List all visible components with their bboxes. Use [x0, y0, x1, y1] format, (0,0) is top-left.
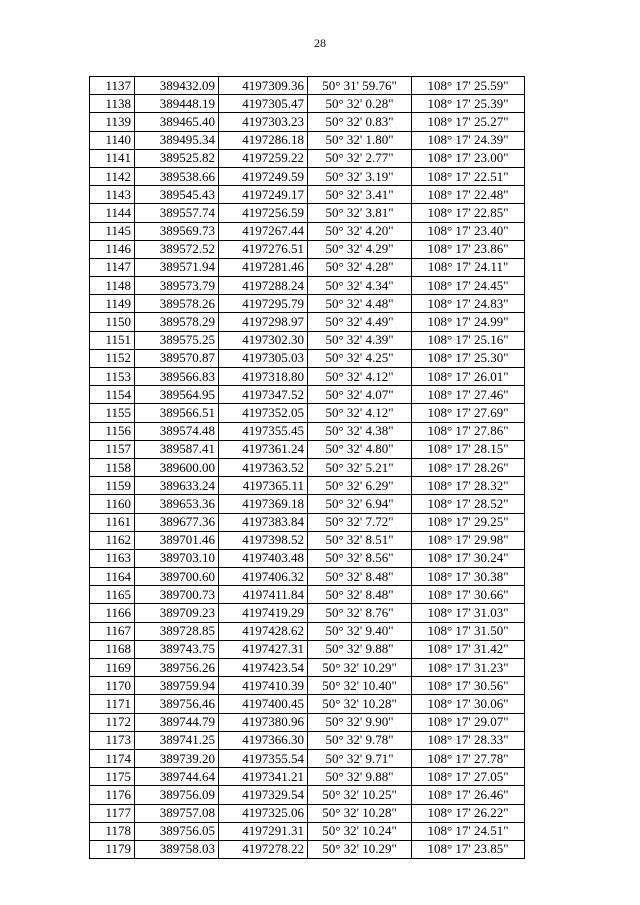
latitude-cell: 50° 32' 3.81" [308, 204, 412, 222]
y-coordinate-cell: 4197303.23 [219, 113, 308, 131]
table-row [90, 77, 525, 95]
x-coordinate-cell: 389573.79 [135, 277, 219, 295]
point-number-cell: 1175 [90, 768, 135, 786]
latitude-cell: 50° 32' 4.39" [308, 331, 412, 349]
x-coordinate-cell: 389578.29 [135, 313, 219, 331]
y-coordinate-cell: 4197355.45 [219, 422, 308, 440]
latitude-cell: 50° 32' 2.77" [308, 149, 412, 167]
point-number-cell: 1174 [90, 749, 135, 767]
y-coordinate-cell: 4197410.39 [219, 677, 308, 695]
longitude-cell: 108° 17' 30.06" [412, 695, 525, 713]
y-coordinate-cell: 4197400.45 [219, 695, 308, 713]
x-coordinate-cell: 389758.03 [135, 840, 219, 858]
table-row [90, 531, 525, 549]
y-coordinate-cell: 4197276.51 [219, 240, 308, 258]
x-coordinate-cell: 389569.73 [135, 222, 219, 240]
x-coordinate-cell: 389700.73 [135, 586, 219, 604]
longitude-cell: 108° 17' 25.59" [412, 77, 525, 95]
latitude-cell: 50° 32' 4.28" [308, 258, 412, 276]
table-row [90, 622, 525, 640]
point-number-cell: 1154 [90, 386, 135, 404]
y-coordinate-cell: 4197427.31 [219, 640, 308, 658]
latitude-cell: 50° 32' 8.48" [308, 586, 412, 604]
point-number-cell: 1141 [90, 149, 135, 167]
table-row [90, 477, 525, 495]
longitude-cell: 108° 17' 25.27" [412, 113, 525, 131]
x-coordinate-cell: 389756.26 [135, 659, 219, 677]
point-number-cell: 1151 [90, 331, 135, 349]
point-number-cell: 1158 [90, 458, 135, 476]
x-coordinate-cell: 389703.10 [135, 549, 219, 567]
longitude-cell: 108° 17' 28.52" [412, 495, 525, 513]
point-number-cell: 1169 [90, 659, 135, 677]
latitude-cell: 50° 32' 9.88" [308, 640, 412, 658]
y-coordinate-cell: 4197411.84 [219, 586, 308, 604]
y-coordinate-cell: 4197325.06 [219, 804, 308, 822]
longitude-cell: 108° 17' 30.56" [412, 677, 525, 695]
point-number-cell: 1167 [90, 622, 135, 640]
longitude-cell: 108° 17' 31.42" [412, 640, 525, 658]
longitude-cell: 108° 17' 27.69" [412, 404, 525, 422]
y-coordinate-cell: 4197366.30 [219, 731, 308, 749]
latitude-cell: 50° 32' 8.51" [308, 531, 412, 549]
coordinates-table-body [90, 77, 525, 859]
x-coordinate-cell: 389538.66 [135, 167, 219, 185]
point-number-cell: 1149 [90, 295, 135, 313]
table-row [90, 713, 525, 731]
y-coordinate-cell: 4197419.29 [219, 604, 308, 622]
latitude-cell: 50° 32' 5.21" [308, 458, 412, 476]
y-coordinate-cell: 4197302.30 [219, 331, 308, 349]
point-number-cell: 1165 [90, 586, 135, 604]
latitude-cell: 50° 32' 8.48" [308, 568, 412, 586]
longitude-cell: 108° 17' 30.24" [412, 549, 525, 567]
point-number-cell: 1146 [90, 240, 135, 258]
table-row [90, 513, 525, 531]
table-row [90, 349, 525, 367]
table-row [90, 659, 525, 677]
x-coordinate-cell: 389525.82 [135, 149, 219, 167]
table-row [90, 313, 525, 331]
point-number-cell: 1171 [90, 695, 135, 713]
latitude-cell: 50° 32' 7.72" [308, 513, 412, 531]
x-coordinate-cell: 389600.00 [135, 458, 219, 476]
y-coordinate-cell: 4197259.22 [219, 149, 308, 167]
x-coordinate-cell: 389575.25 [135, 331, 219, 349]
table-row [90, 149, 525, 167]
table-row [90, 677, 525, 695]
longitude-cell: 108° 17' 24.39" [412, 131, 525, 149]
longitude-cell: 108° 17' 24.51" [412, 822, 525, 840]
latitude-cell: 50° 32' 10.28" [308, 695, 412, 713]
y-coordinate-cell: 4197383.84 [219, 513, 308, 531]
x-coordinate-cell: 389432.09 [135, 77, 219, 95]
table-row [90, 568, 525, 586]
latitude-cell: 50° 32' 9.71" [308, 749, 412, 767]
latitude-cell: 50° 32' 8.56" [308, 549, 412, 567]
latitude-cell: 50° 32' 9.88" [308, 768, 412, 786]
table-row [90, 749, 525, 767]
y-coordinate-cell: 4197347.52 [219, 386, 308, 404]
y-coordinate-cell: 4197249.59 [219, 167, 308, 185]
y-coordinate-cell: 4197355.54 [219, 749, 308, 767]
x-coordinate-cell: 389564.95 [135, 386, 219, 404]
y-coordinate-cell: 4197329.54 [219, 786, 308, 804]
x-coordinate-cell: 389700.60 [135, 568, 219, 586]
x-coordinate-cell: 389728.85 [135, 622, 219, 640]
point-number-cell: 1152 [90, 349, 135, 367]
latitude-cell: 50° 32' 4.12" [308, 368, 412, 386]
point-number-cell: 1142 [90, 167, 135, 185]
longitude-cell: 108° 17' 24.83" [412, 295, 525, 313]
point-number-cell: 1168 [90, 640, 135, 658]
latitude-cell: 50° 31' 59.76" [308, 77, 412, 95]
y-coordinate-cell: 4197281.46 [219, 258, 308, 276]
latitude-cell: 50° 32' 8.76" [308, 604, 412, 622]
x-coordinate-cell: 389633.24 [135, 477, 219, 495]
point-number-cell: 1148 [90, 277, 135, 295]
x-coordinate-cell: 389756.46 [135, 695, 219, 713]
longitude-cell: 108° 17' 29.25" [412, 513, 525, 531]
longitude-cell: 108° 17' 27.46" [412, 386, 525, 404]
table-row [90, 222, 525, 240]
latitude-cell: 50° 32' 4.12" [308, 404, 412, 422]
point-number-cell: 1160 [90, 495, 135, 513]
longitude-cell: 108° 17' 28.26" [412, 458, 525, 476]
longitude-cell: 108° 17' 25.30" [412, 349, 525, 367]
point-number-cell: 1144 [90, 204, 135, 222]
x-coordinate-cell: 389741.25 [135, 731, 219, 749]
x-coordinate-cell: 389677.36 [135, 513, 219, 531]
latitude-cell: 50° 32' 4.49" [308, 313, 412, 331]
x-coordinate-cell: 389587.41 [135, 440, 219, 458]
table-row [90, 258, 525, 276]
page-number: 28 [314, 36, 326, 50]
y-coordinate-cell: 4197380.96 [219, 713, 308, 731]
y-coordinate-cell: 4197363.52 [219, 458, 308, 476]
point-number-cell: 1145 [90, 222, 135, 240]
coordinates-table [89, 76, 525, 859]
latitude-cell: 50° 32' 0.83" [308, 113, 412, 131]
latitude-cell: 50° 32' 10.25" [308, 786, 412, 804]
table-row [90, 331, 525, 349]
table-row [90, 768, 525, 786]
longitude-cell: 108° 17' 29.07" [412, 713, 525, 731]
x-coordinate-cell: 389578.26 [135, 295, 219, 313]
y-coordinate-cell: 4197341.21 [219, 768, 308, 786]
longitude-cell: 108° 17' 24.99" [412, 313, 525, 331]
table-row [90, 440, 525, 458]
x-coordinate-cell: 389545.43 [135, 186, 219, 204]
latitude-cell: 50° 32' 10.24" [308, 822, 412, 840]
longitude-cell: 108° 17' 26.01" [412, 368, 525, 386]
y-coordinate-cell: 4197288.24 [219, 277, 308, 295]
point-number-cell: 1155 [90, 404, 135, 422]
table-row [90, 804, 525, 822]
point-number-cell: 1173 [90, 731, 135, 749]
x-coordinate-cell: 389570.87 [135, 349, 219, 367]
x-coordinate-cell: 389571.94 [135, 258, 219, 276]
y-coordinate-cell: 4197318.80 [219, 368, 308, 386]
x-coordinate-cell: 389566.51 [135, 404, 219, 422]
y-coordinate-cell: 4197267.44 [219, 222, 308, 240]
y-coordinate-cell: 4197249.17 [219, 186, 308, 204]
point-number-cell: 1147 [90, 258, 135, 276]
table-row [90, 495, 525, 513]
latitude-cell: 50° 32' 1.80" [308, 131, 412, 149]
latitude-cell: 50° 32' 3.19" [308, 167, 412, 185]
longitude-cell: 108° 17' 24.11" [412, 258, 525, 276]
y-coordinate-cell: 4197298.97 [219, 313, 308, 331]
y-coordinate-cell: 4197365.11 [219, 477, 308, 495]
latitude-cell: 50° 32' 0.28" [308, 95, 412, 113]
table-row [90, 131, 525, 149]
table-row [90, 240, 525, 258]
longitude-cell: 108° 17' 26.46" [412, 786, 525, 804]
latitude-cell: 50° 32' 10.29" [308, 659, 412, 677]
table-row [90, 186, 525, 204]
point-number-cell: 1139 [90, 113, 135, 131]
table-row [90, 586, 525, 604]
longitude-cell: 108° 17' 30.38" [412, 568, 525, 586]
table-row [90, 386, 525, 404]
table-row [90, 695, 525, 713]
latitude-cell: 50° 32' 4.34" [308, 277, 412, 295]
latitude-cell: 50° 32' 9.90" [308, 713, 412, 731]
x-coordinate-cell: 389495.34 [135, 131, 219, 149]
latitude-cell: 50° 32' 4.07" [308, 386, 412, 404]
latitude-cell: 50° 32' 4.38" [308, 422, 412, 440]
table-row [90, 786, 525, 804]
table-row [90, 422, 525, 440]
longitude-cell: 108° 17' 23.00" [412, 149, 525, 167]
x-coordinate-cell: 389557.74 [135, 204, 219, 222]
x-coordinate-cell: 389701.46 [135, 531, 219, 549]
longitude-cell: 108° 17' 27.05" [412, 768, 525, 786]
longitude-cell: 108° 17' 28.32" [412, 477, 525, 495]
x-coordinate-cell: 389566.83 [135, 368, 219, 386]
x-coordinate-cell: 389709.23 [135, 604, 219, 622]
longitude-cell: 108° 17' 28.33" [412, 731, 525, 749]
longitude-cell: 108° 17' 24.45" [412, 277, 525, 295]
latitude-cell: 50° 32' 6.29" [308, 477, 412, 495]
point-number-cell: 1164 [90, 568, 135, 586]
x-coordinate-cell: 389574.48 [135, 422, 219, 440]
y-coordinate-cell: 4197256.59 [219, 204, 308, 222]
y-coordinate-cell: 4197369.18 [219, 495, 308, 513]
point-number-cell: 1179 [90, 840, 135, 858]
longitude-cell: 108° 17' 27.78" [412, 749, 525, 767]
point-number-cell: 1143 [90, 186, 135, 204]
table-row [90, 113, 525, 131]
longitude-cell: 108° 17' 30.66" [412, 586, 525, 604]
y-coordinate-cell: 4197423.54 [219, 659, 308, 677]
x-coordinate-cell: 389759.94 [135, 677, 219, 695]
longitude-cell: 108° 17' 31.03" [412, 604, 525, 622]
point-number-cell: 1159 [90, 477, 135, 495]
latitude-cell: 50° 32' 10.28" [308, 804, 412, 822]
longitude-cell: 108° 17' 22.48" [412, 186, 525, 204]
x-coordinate-cell: 389756.05 [135, 822, 219, 840]
latitude-cell: 50° 32' 3.41" [308, 186, 412, 204]
point-number-cell: 1138 [90, 95, 135, 113]
y-coordinate-cell: 4197406.32 [219, 568, 308, 586]
latitude-cell: 50° 32' 4.25" [308, 349, 412, 367]
latitude-cell: 50° 32' 10.40" [308, 677, 412, 695]
table-row [90, 404, 525, 422]
point-number-cell: 1172 [90, 713, 135, 731]
point-number-cell: 1176 [90, 786, 135, 804]
longitude-cell: 108° 17' 26.22" [412, 804, 525, 822]
longitude-cell: 108° 17' 23.86" [412, 240, 525, 258]
point-number-cell: 1170 [90, 677, 135, 695]
longitude-cell: 108° 17' 31.50" [412, 622, 525, 640]
latitude-cell: 50° 32' 4.48" [308, 295, 412, 313]
y-coordinate-cell: 4197305.47 [219, 95, 308, 113]
longitude-cell: 108° 17' 31.23" [412, 659, 525, 677]
x-coordinate-cell: 389739.20 [135, 749, 219, 767]
point-number-cell: 1177 [90, 804, 135, 822]
x-coordinate-cell: 389744.64 [135, 768, 219, 786]
x-coordinate-cell: 389757.08 [135, 804, 219, 822]
longitude-cell: 108° 17' 23.40" [412, 222, 525, 240]
table-row [90, 731, 525, 749]
table-row [90, 204, 525, 222]
latitude-cell: 50° 32' 10.29" [308, 840, 412, 858]
point-number-cell: 1156 [90, 422, 135, 440]
longitude-cell: 108° 17' 29.98" [412, 531, 525, 549]
y-coordinate-cell: 4197286.18 [219, 131, 308, 149]
x-coordinate-cell: 389743.75 [135, 640, 219, 658]
table-row [90, 458, 525, 476]
latitude-cell: 50° 32' 6.94" [308, 495, 412, 513]
point-number-cell: 1166 [90, 604, 135, 622]
point-number-cell: 1161 [90, 513, 135, 531]
table-row [90, 277, 525, 295]
y-coordinate-cell: 4197295.79 [219, 295, 308, 313]
point-number-cell: 1162 [90, 531, 135, 549]
point-number-cell: 1140 [90, 131, 135, 149]
table-row [90, 822, 525, 840]
point-number-cell: 1137 [90, 77, 135, 95]
point-number-cell: 1178 [90, 822, 135, 840]
x-coordinate-cell: 389465.40 [135, 113, 219, 131]
longitude-cell: 108° 17' 27.86" [412, 422, 525, 440]
table-row [90, 640, 525, 658]
table-row [90, 295, 525, 313]
latitude-cell: 50° 32' 4.80" [308, 440, 412, 458]
y-coordinate-cell: 4197398.52 [219, 531, 308, 549]
table-row [90, 368, 525, 386]
table-row [90, 840, 525, 858]
y-coordinate-cell: 4197278.22 [219, 840, 308, 858]
table-row [90, 549, 525, 567]
y-coordinate-cell: 4197352.05 [219, 404, 308, 422]
point-number-cell: 1150 [90, 313, 135, 331]
longitude-cell: 108° 17' 22.85" [412, 204, 525, 222]
longitude-cell: 108° 17' 25.39" [412, 95, 525, 113]
y-coordinate-cell: 4197361.24 [219, 440, 308, 458]
point-number-cell: 1157 [90, 440, 135, 458]
y-coordinate-cell: 4197305.03 [219, 349, 308, 367]
longitude-cell: 108° 17' 22.51" [412, 167, 525, 185]
table-row [90, 95, 525, 113]
point-number-cell: 1163 [90, 549, 135, 567]
x-coordinate-cell: 389448.19 [135, 95, 219, 113]
x-coordinate-cell: 389653.36 [135, 495, 219, 513]
y-coordinate-cell: 4197291.31 [219, 822, 308, 840]
table-row [90, 604, 525, 622]
latitude-cell: 50° 32' 4.20" [308, 222, 412, 240]
y-coordinate-cell: 4197403.48 [219, 549, 308, 567]
longitude-cell: 108° 17' 28.15" [412, 440, 525, 458]
y-coordinate-cell: 4197309.36 [219, 77, 308, 95]
latitude-cell: 50° 32' 4.29" [308, 240, 412, 258]
x-coordinate-cell: 389572.52 [135, 240, 219, 258]
x-coordinate-cell: 389744.79 [135, 713, 219, 731]
y-coordinate-cell: 4197428.62 [219, 622, 308, 640]
longitude-cell: 108° 17' 25.16" [412, 331, 525, 349]
longitude-cell: 108° 17' 23.85" [412, 840, 525, 858]
table-row [90, 167, 525, 185]
point-number-cell: 1153 [90, 368, 135, 386]
latitude-cell: 50° 32' 9.40" [308, 622, 412, 640]
latitude-cell: 50° 32' 9.78" [308, 731, 412, 749]
x-coordinate-cell: 389756.09 [135, 786, 219, 804]
